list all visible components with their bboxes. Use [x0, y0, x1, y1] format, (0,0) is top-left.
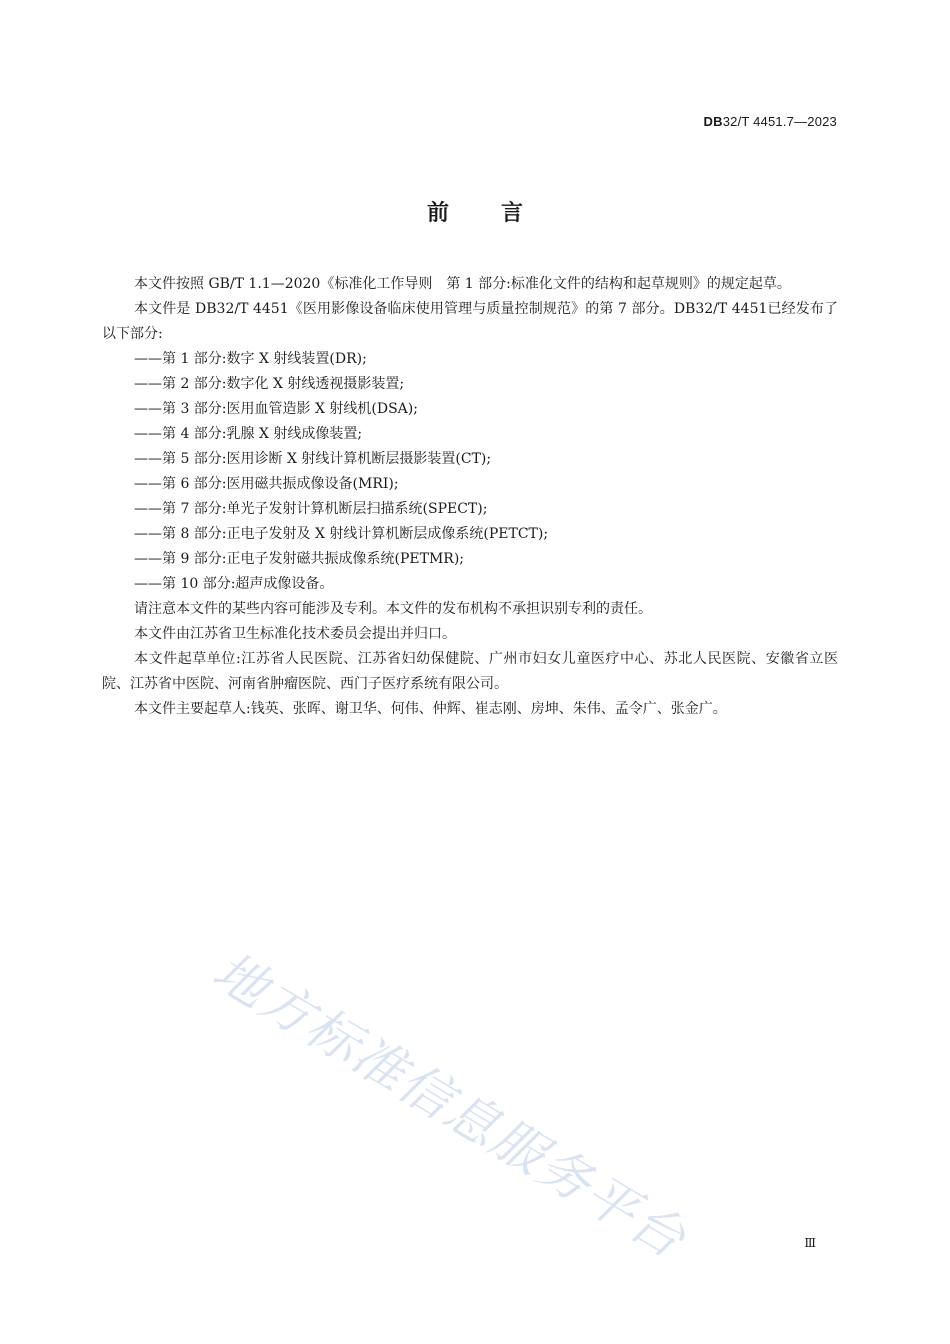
list-item: ——第 8 部分:正电子发射及 X 射线计算机断层成像系统(PETCT); — [134, 526, 549, 542]
list-item: ——第 9 部分:正电子发射磁共振成像系统(PETMR); — [134, 551, 465, 567]
list-item: ——第 1 部分:数字 X 射线装置(DR); — [134, 351, 367, 367]
document-code — [704, 114, 837, 129]
list-item: ——第 4 部分:乳腺 X 射线成像装置; — [134, 426, 363, 442]
paragraph-proposer: 本文件由江苏省卫生标准化技术委员会提出并归口。 — [134, 626, 456, 642]
foreword-body — [102, 272, 838, 722]
paragraph-series-intro: 本文件是 DB32/T 4451《医用影像设备临床使用管理与质量控制规范》的第 7 部分。DB32/T 4451已经发布了以下部分: — [102, 301, 838, 342]
document-code-number: 32/T 4451.7—2023 — [722, 114, 837, 129]
part-list — [102, 347, 838, 597]
list-item: ——第 10 部分:超声成像设备。 — [134, 576, 334, 592]
list-item: ——第 3 部分:医用血管造影 X 射线机(DSA); — [134, 401, 418, 417]
list-item: ——第 7 部分:单光子发射计算机断层扫描系统(SPECT); — [134, 501, 488, 517]
page-number: Ⅲ — [804, 1236, 816, 1250]
page-title: 前言 — [426, 201, 575, 226]
paragraph-drafters: 本文件主要起草人:钱英、张晖、谢卫华、何伟、仲辉、崔志刚、房坤、朱伟、孟令广、张金广。 — [134, 701, 727, 717]
paragraph-patent-notice: 请注意本文件的某些内容可能涉及专利。本文件的发布机构不承担识别专利的责任。 — [134, 601, 652, 617]
watermark: 地方标准信息服务平台 — [202, 941, 697, 1271]
document-code-prefix: DB — [703, 114, 723, 129]
list-item: ——第 2 部分:数字化 X 射线透视摄影装置; — [134, 376, 405, 392]
list-item: ——第 5 部分:医用诊断 X 射线计算机断层摄影装置(CT); — [134, 451, 492, 467]
paragraph-drafting-units: 本文件起草单位:江苏省人民医院、江苏省妇幼保健院、广州市妇女儿童医疗中心、苏北人民医院、安徽省立医院、江苏省中医院、河南省肿瘤医院、西门子医疗系统有限公司。 — [102, 651, 838, 692]
paragraph-drafting-rules: 本文件按照 GB/T 1.1—2020《标准化工作导则 第 1 部分:标准化文件的结构和起草规则》的规定起草。 — [134, 276, 791, 292]
list-item: ——第 6 部分:医用磁共振成像设备(MRI); — [134, 476, 399, 492]
